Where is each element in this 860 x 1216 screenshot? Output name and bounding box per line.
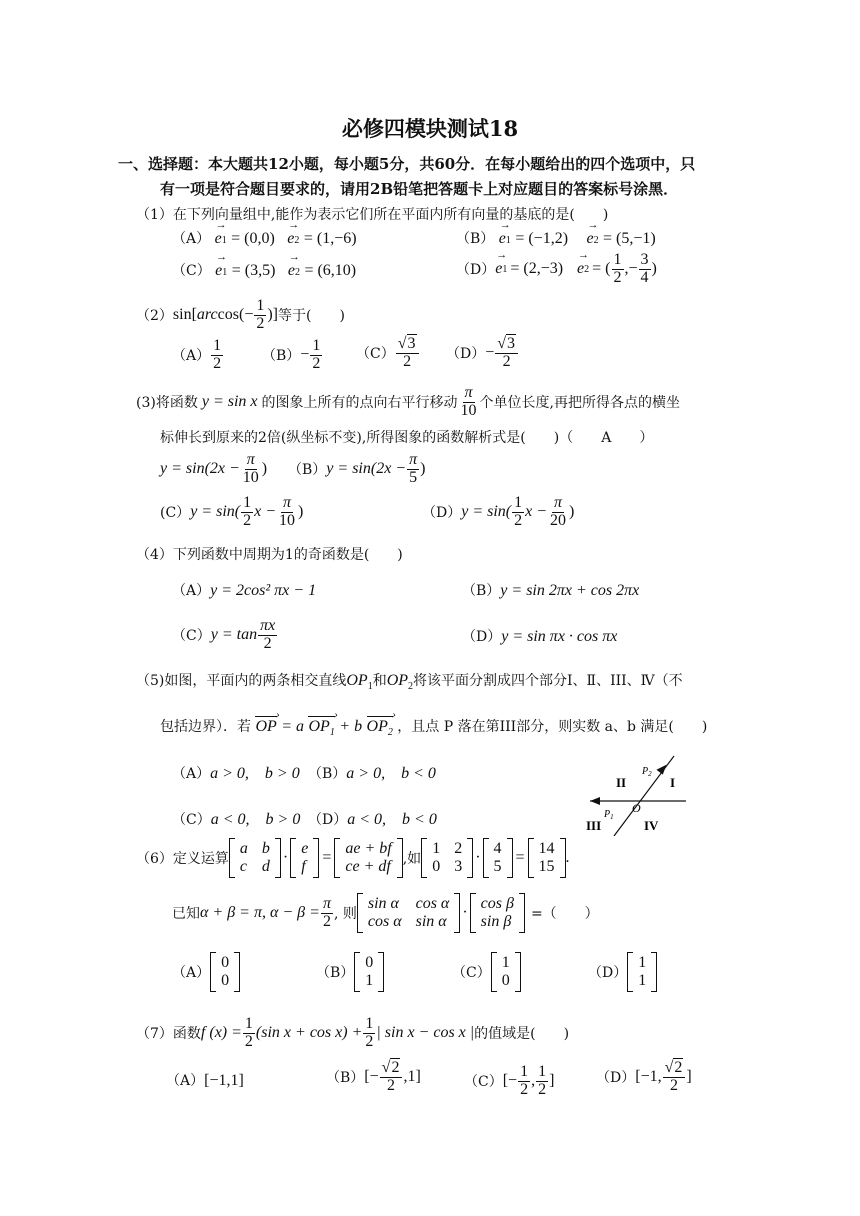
q7-option-a: （A）[−1,1] bbox=[166, 1072, 244, 1089]
q2-option-c: （C） $\frac{√3}{2}$ bbox=[356, 336, 420, 371]
q3-option-c: (C） y = sin( $\frac{1}{2}$ x − $\frac{\pi}{10}$ ) bbox=[160, 494, 304, 529]
q6-stem-line1: （6）定义运算 a b c d · e f = ae + bf ce + df ,如 1 2 0 3 · 4 5 = 14 15 . bbox=[136, 838, 570, 878]
q1-option-d: （D） → e 1 = (2,−3) → e 2 = ( $\frac{1}{2}$ ,− $\frac{3}{4}$ ) bbox=[456, 252, 657, 287]
p2-label: $P_2$ bbox=[642, 766, 652, 778]
section-header-line2: 有一项是符合题目要求的，请用2B铅笔把答题卡上对应题目的答案标号涂黑． bbox=[160, 180, 679, 198]
origin-label: O bbox=[632, 801, 641, 815]
q5-option-d: （D）a < 0, b < 0 bbox=[308, 811, 437, 828]
q4-option-a: （A）y = 2cos² πx − 1 bbox=[172, 582, 317, 599]
q3-option-a: y = sin(2x − $\frac{\pi}{10}$ ) bbox=[160, 451, 268, 486]
q4-option-c: （C） y = tan $\frac{\pi x}{2}$ bbox=[172, 617, 276, 652]
q7-stem: （7）函数 f (x) = $\frac{1}{2}$ (sin x + cos x) + $\frac{1}{2}$ | sin x − cos x | 的值域是( ) bbox=[136, 1015, 570, 1050]
page-title: 必修四模块测试18 bbox=[341, 116, 519, 141]
q3-option-b: （B） y = sin(2x − $\frac{\pi}{5}$ ) bbox=[288, 451, 426, 486]
q5-figure bbox=[582, 752, 694, 836]
q2-stem: （2） sin[ arc cos(− $\frac{1}{2}$ )] 等于( ) bbox=[136, 297, 345, 332]
q1-option-b: （B） → e1 = (−1,2) → e2 = (5,−1) bbox=[456, 228, 656, 248]
q6-stem-line2: 已知 α + β = π, α − β = $\frac{\pi}{2}$ , 则 sin α cos α cos α sin α · cos β sin β =（ ） bbox=[172, 893, 599, 933]
q2-option-d: （D） − $\frac{√3}{2}$ bbox=[446, 336, 519, 371]
region-ii-label: II bbox=[616, 775, 627, 790]
q3-option-d: （D） y = sin( $\frac{1}{2}$ x − $\frac{\pi}{20}$ ) bbox=[422, 494, 575, 529]
q6-option-d: （D） 1 1 bbox=[588, 952, 657, 992]
q1-option-a: （A） → e1 = (0,0) → e2 = (1,−6) bbox=[172, 228, 357, 248]
q7-option-d: （D） [−1, $\frac{√2}{2}$ ] bbox=[596, 1059, 692, 1094]
q2-option-a: （A） $\frac{1}{2}$ bbox=[172, 337, 222, 372]
matrix-abcd: a b c d bbox=[229, 838, 281, 878]
p1-label: $P_1$ bbox=[604, 809, 614, 821]
q5-option-b: （B）a > 0, b < 0 bbox=[308, 765, 436, 782]
arrow-up-icon bbox=[656, 762, 668, 775]
q4-option-b: （B）y = sin 2πx + cos 2πx bbox=[462, 582, 640, 599]
q4-stem: （4）下列函数中周期为1的奇函数是( ) bbox=[136, 547, 403, 563]
q5-option-a: （A）a > 0, b > 0 bbox=[172, 765, 300, 782]
q1-stem: （1）在下列向量组中,能作为表示它们所在平面内所有向量的基底的是( ) bbox=[136, 207, 609, 223]
vector-e1: → e bbox=[215, 230, 222, 248]
q7-option-b: （B） [− $\frac{√2}{2}$ ,1] bbox=[326, 1059, 421, 1094]
q6-option-b: （B） 0 1 bbox=[316, 952, 384, 992]
q4-option-d: （D）y = sin πx · cos πx bbox=[462, 628, 618, 645]
region-iii-label: III bbox=[586, 818, 602, 833]
region-i-label: I bbox=[670, 775, 676, 790]
q2-option-b: （B） − $\frac{1}{2}$ bbox=[262, 337, 321, 372]
q7-option-c: （C） [− $\frac{1}{2}$ , $\frac{1}{2}$ ] bbox=[464, 1063, 555, 1098]
region-iv-label: IV bbox=[644, 818, 659, 833]
q1-option-c: （C） → e1 = (3,5) → e2 = (6,10) bbox=[172, 260, 356, 280]
q6-option-c: （C） 1 0 bbox=[452, 952, 521, 992]
q6-option-a: （A） 0 0 bbox=[172, 952, 240, 992]
section-header-line1: 一、选择题：本大题共12小题，每小题5分，共60分．在每小题给出的四个选项中，只 bbox=[118, 155, 696, 173]
q5-stem-line2: 包括边界）．若 OP › = a $OP_1$ › + b $OP_2$ › ，且点 P 落在第III部分，则实数 a、b 满足( ) bbox=[160, 716, 707, 738]
q3-stem-line2: 标伸长到原来的2倍(纵坐标不变),所得图象的函数解析式是( )（ A ） bbox=[160, 430, 654, 446]
q3-stem-line1: (3)将函数 y = sin x 的图象上所有的点向右平行移动 $\frac{\pi}{10}$ 个单位长度,再把所得各点的横坐 bbox=[136, 384, 680, 419]
arrow-left-icon bbox=[590, 797, 600, 805]
q5-stem-line1: （5)如图，平面内的两条相交直线$OP_1$和$OP_2$将该平面分割成四个部分Ⅰ、Ⅱ、III、Ⅳ（不 bbox=[136, 672, 683, 692]
q5-option-c: （C）a < 0, b > 0 bbox=[172, 811, 301, 828]
